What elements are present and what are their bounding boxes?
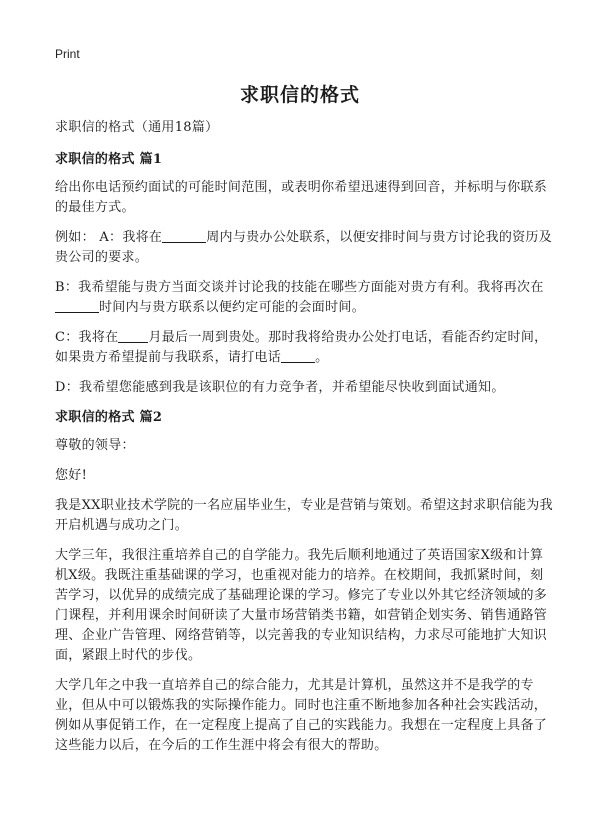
document-body	[55, 118, 555, 766]
greeting: 您好!	[55, 468, 88, 483]
paragraph: 大学三年，我很注重培养自己的自学能力。我先后顺利地通过了英语国家X级和计算机X级。我既注重基础课的学习，也重视对能力的培养。在校期间，我抓紧时间，刻苦学习，以优异的成绩完成了基础理论课的学习。修完了专业以外其它经济领域的多门课程，并利用课余时间研读了大量市场营销类书籍，如营销企划实务、销售通路管理、企业广告管理、网络营销等，以完善我的专业知识结构，力求尽可能地扩大知识面，紧跟上时代的步伐。	[55, 548, 548, 663]
section-heading-1: 求职信的格式 篇1	[55, 152, 163, 167]
paragraph: 我是XX职业技术学院的一名应届毕业生，专业是营销与策划。希望这封求职信能为我开启机遇与成功之门。	[55, 498, 553, 533]
fill-blank	[281, 348, 315, 363]
fill-blank	[118, 328, 148, 343]
item-b-text-end: 时间内与贵方联系以便约定可能的会面时间。	[99, 300, 366, 315]
item-d: D：我希望您能感到我是该职位的有力竞争者，并希望能尽快收到面试通知。	[55, 380, 505, 395]
print-label: Print	[55, 47, 80, 61]
item-c-text-middle: 月最后一周到贵处。那时我将给贵办公处打电话，看能否约定时间，如果贵方希望提前与我联系，请打电话	[55, 330, 548, 365]
item-c-text-start: C：我将在	[55, 330, 119, 345]
item-a	[55, 228, 555, 268]
item-b-text-start: B：我希望能与贵方当面交谈并讨论我的技能在哪些方面能对贵方有利。我将再次在	[55, 280, 544, 295]
fill-blank	[55, 298, 99, 313]
fill-blank	[162, 228, 206, 243]
paragraph: 大学几年之中我一直培养自己的综合能力，尤其是计算机，虽然这并不是我学的专业，但从中可以锻炼我的实际操作能力。同时也注重不断地参加各种社会实践活动，例如从事促销工作，在一定程度上提高了自己的实践能力。我想在一定程度上具备了这些能力以后，在今后的工作生涯中将会有很大的帮助。	[55, 678, 548, 753]
paragraph-intro: 给出你电话预约面试的可能时间范围，或表明你希望迅速得到回音，并标明与你联系的最佳方式。	[55, 180, 548, 215]
document-subtitle: 求职信的格式（通用18篇）	[55, 120, 219, 135]
salutation: 尊敬的领导：	[55, 438, 135, 453]
item-a-text-start: 例如： A：我将在	[55, 230, 163, 245]
item-a-text-end: 周内与贵办公处联系，以便安排时间与贵方讨论我的资历及贵公司的要求。	[55, 230, 553, 265]
page-title: 求职信的格式	[239, 84, 360, 106]
item-c-text-end: 。	[315, 350, 329, 365]
item-c	[55, 328, 555, 368]
item-b	[55, 278, 555, 318]
section-heading-2: 求职信的格式 篇2	[55, 410, 163, 425]
